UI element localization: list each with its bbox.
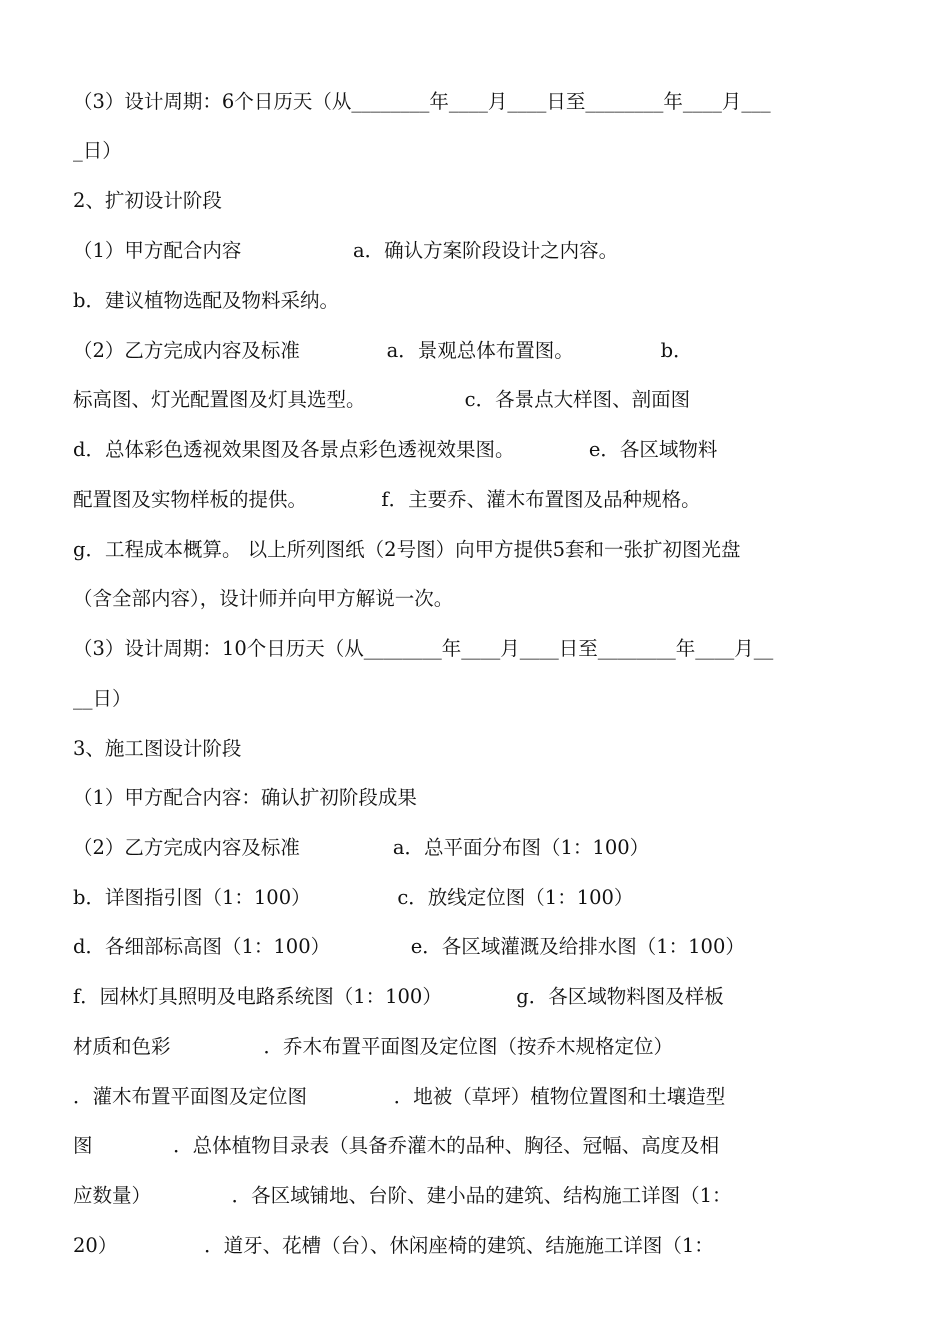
text-line: _日） xyxy=(73,139,122,162)
text-line: __日） xyxy=(73,687,132,710)
text-line: 配置图及实物样板的提供。 f．主要乔、灌木布置图及品种规格。 xyxy=(73,488,701,511)
section-heading: 3、施工图设计阶段 xyxy=(73,737,242,760)
text-line: g．工程成本概算。 以上所列图纸（2号图）向甲方提供5套和一张扩初图光盘 xyxy=(73,538,741,561)
text-line: 材质和色彩 ．乔木布置平面图及定位图（按乔木规格定位） xyxy=(73,1035,673,1058)
text-line: （2）乙方完成内容及标准 a．景观总体布置图。 b． xyxy=(73,339,693,362)
text-line: b．建议植物选配及物料采纳。 xyxy=(73,289,339,312)
text-line: ．灌木布置平面图及定位图 ．地被（草坪）植物位置图和土壤造型 xyxy=(73,1085,726,1108)
text-line: 图 ．总体植物目录表（具备乔灌木的品种、胸径、冠幅、高度及相 xyxy=(73,1134,720,1157)
text-line: （含全部内容），设计师并向甲方解说一次。 xyxy=(73,587,454,610)
text-line: 应数量） ．各区域铺地、台阶、建小品的建筑、结构施工详图（1： xyxy=(73,1184,732,1207)
text-line: 20） ．道牙、花槽（台）、休闲座椅的建筑、结施施工详图（1： xyxy=(73,1234,714,1257)
text-line: （1）甲方配合内容：确认扩初阶段成果 xyxy=(73,786,417,809)
text-line: d．总体彩色透视效果图及各景点彩色透视效果图。 e．各区域物料 xyxy=(73,438,718,461)
text-line: （3）设计周期：6个日历天（从________年____月____日至________年____月___ xyxy=(73,90,771,113)
text-line: （2）乙方完成内容及标准 a．总平面分布图（1：100） xyxy=(73,836,650,859)
text-line: d．各细部标高图（1：100） e．各区域灌溉及给排水图（1：100） xyxy=(73,935,745,958)
text-line: （1）甲方配合内容 a．确认方案阶段设计之内容。 xyxy=(73,239,619,262)
text-line: b．详图指引图（1：100） c．放线定位图（1：100） xyxy=(73,886,634,909)
text-line: f．园林灯具照明及电路系统图（1：100） g．各区域物料图及样板 xyxy=(73,985,724,1008)
text-line: （3）设计周期：10个日历天（从________年____月____日至________年____月__ xyxy=(73,637,774,660)
text-line: 标高图、灯光配置图及灯具选型。 c．各景点大样图、剖面图 xyxy=(73,388,691,411)
section-heading: 2、扩初设计阶段 xyxy=(73,189,222,212)
